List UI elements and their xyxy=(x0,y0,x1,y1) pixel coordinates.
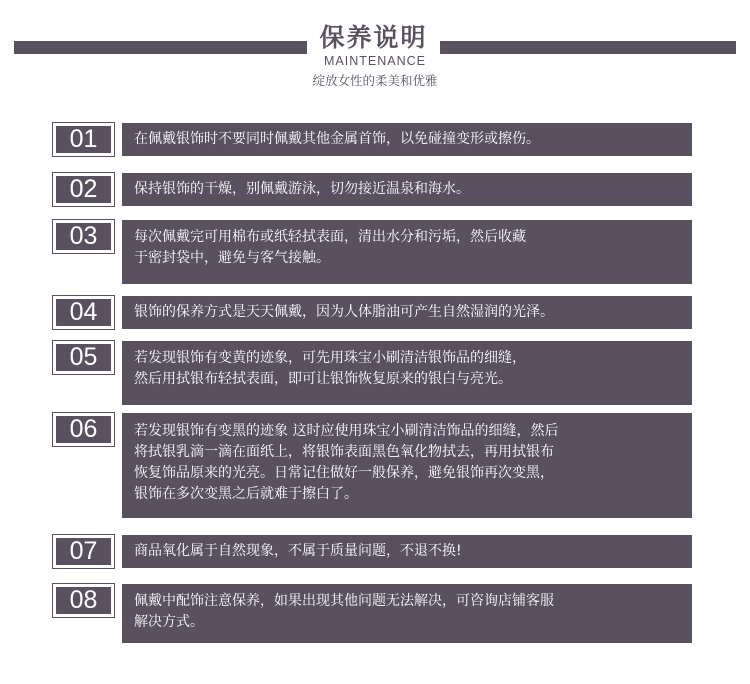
item-text-line: 解决方式。 xyxy=(134,614,204,630)
item-text-line: 商品氧化属于自然现象，不属于质量问题，不退不换! xyxy=(134,543,462,559)
item-text-box xyxy=(122,173,692,206)
item-text-line: 然后用拭银布轻拭表面，即可让银饰恢复原来的银白与亮光。 xyxy=(134,371,512,387)
item-text-box xyxy=(122,296,692,329)
item-text-box xyxy=(122,220,692,284)
page-title: 保养说明 xyxy=(319,23,428,52)
header-bar-left xyxy=(14,41,307,54)
item-text-line: 将拭银乳滴一滴在面纸上，将银饰表面黑色氧化物拭去，再用拭银布 xyxy=(134,444,554,460)
item-text-line: 每次佩戴完可用棉布或纸轻拭表面，清出水分和污垢，然后收藏 xyxy=(134,229,526,245)
page-subtitle: MAINTENANCE xyxy=(324,54,426,68)
item-text-line: 银饰在多次变黑之后就难于擦白了。 xyxy=(134,486,358,502)
item-text-box xyxy=(122,413,692,518)
item-text-line: 保持银饰的干燥，别佩戴游泳，切勿接近温泉和海水。 xyxy=(134,181,470,197)
header-bar-right xyxy=(440,41,736,54)
item-text-box xyxy=(122,535,692,568)
item-number: 01 xyxy=(53,123,114,156)
item-number: 06 xyxy=(53,413,114,446)
item-text-line: 若发现银饰有变黄的迹象，可先用珠宝小刷清洁银饰品的细缝， xyxy=(134,350,526,366)
item-number: 07 xyxy=(53,535,114,568)
item-number: 08 xyxy=(53,584,114,617)
item-number: 03 xyxy=(53,220,114,253)
item-text-line: 于密封袋中，避免与客气接触。 xyxy=(134,250,330,266)
item-text-line: 佩戴中配饰注意保养，如果出现其他问题无法解决，可咨询店铺客服 xyxy=(134,593,554,609)
item-text-line: 若发现银饰有变黑的迹象 这时应使用珠宝小刷清洁饰品的细缝，然后 xyxy=(134,423,559,439)
item-text-box xyxy=(122,584,692,643)
item-number: 02 xyxy=(53,173,114,206)
item-text-line: 银饰的保养方式是天天佩戴，因为人体脂油可产生自然湿润的光泽。 xyxy=(134,304,554,320)
item-text-box xyxy=(122,123,692,156)
item-number: 04 xyxy=(53,296,114,329)
item-text-line: 恢复饰品原来的光亮。日常记住做好一般保养，避免银饰再次变黑， xyxy=(134,465,554,481)
page-slogan: 绽放女性的柔美和优雅 xyxy=(312,73,438,88)
item-text-box xyxy=(122,341,692,405)
item-number: 05 xyxy=(53,341,114,374)
item-text-line: 在佩戴银饰时不要同时佩戴其他金属首饰，以免碰撞变形或擦伤。 xyxy=(134,131,540,147)
